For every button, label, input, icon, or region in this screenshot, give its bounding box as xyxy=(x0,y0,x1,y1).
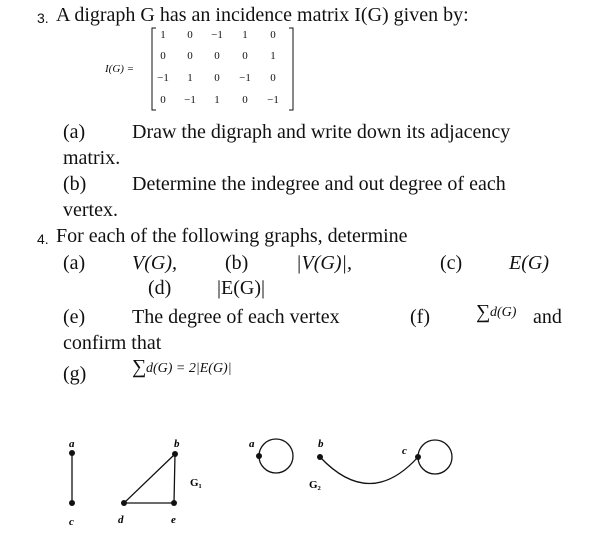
q4-part-f-expression: d(G) xyxy=(490,305,517,320)
vertex-c xyxy=(415,454,421,460)
vertex-label-d: d xyxy=(118,514,124,526)
loop-c xyxy=(418,440,452,474)
matrix-cell: 0 xyxy=(270,72,276,84)
matrix-cell: 1 xyxy=(242,29,248,41)
question-4-number: 4. xyxy=(37,231,49,247)
question-3-number: 3. xyxy=(37,10,49,26)
q4-part-c-text: E(G) xyxy=(509,252,549,274)
q4-part-c-label: (c) xyxy=(440,252,463,274)
vertex-label-c: c xyxy=(69,516,74,528)
matrix-cell: 1 xyxy=(270,50,276,62)
q4-part-d-text: |E(G)| xyxy=(217,277,265,299)
q4-part-a-text: V(G), xyxy=(132,252,177,274)
vertex-label-a: a xyxy=(69,438,75,450)
vertex-c xyxy=(69,500,75,506)
graph-label-g2: G₂ xyxy=(309,479,321,491)
q3-part-b-continuation: vertex. xyxy=(63,199,118,221)
matrix-cell: 0 xyxy=(214,72,220,84)
matrix-cell: −1 xyxy=(184,94,196,106)
question-3-stem: A digraph G has an incidence matrix I(G) given by: xyxy=(56,4,469,26)
q4-part-e-label: (e) xyxy=(63,306,86,328)
q4-part-g-label: (g) xyxy=(63,363,87,385)
graph-label-g1: G₁ xyxy=(190,477,202,489)
q4-part-f-continuation: confirm that xyxy=(63,332,162,354)
matrix-cell: −1 xyxy=(239,72,251,84)
matrix-cell: −1 xyxy=(211,29,223,41)
vertex-b xyxy=(317,454,323,460)
vertex-a xyxy=(256,453,262,459)
matrix-cell: 0 xyxy=(270,29,276,41)
vertex-label-c: c xyxy=(402,445,407,457)
matrix-cell: 1 xyxy=(160,29,166,41)
graphs-figure xyxy=(0,420,589,541)
summation-symbol: ∑ xyxy=(132,356,147,378)
edge-d-b xyxy=(124,454,175,503)
vertex-a xyxy=(69,450,75,456)
summation-symbol: ∑ xyxy=(476,301,491,323)
q3-part-a-label: (a) xyxy=(63,121,86,143)
vertex-label-e: e xyxy=(171,514,176,526)
vertex-label-b: b xyxy=(174,438,180,450)
matrix-cell: 0 xyxy=(187,50,193,62)
matrix-cell: 1 xyxy=(214,94,220,106)
matrix-cell: 0 xyxy=(242,50,248,62)
matrix-label: I(G) = xyxy=(105,63,135,75)
q3-part-a-text: Draw the digraph and write down its adjacency xyxy=(132,121,511,143)
matrix-cell: 1 xyxy=(187,72,193,84)
q4-part-d-label: (d) xyxy=(148,277,172,299)
q4-part-b-text: |V(G)|, xyxy=(296,252,352,274)
incidence-matrix xyxy=(152,29,292,111)
vertex-label-b: b xyxy=(318,438,324,450)
q3-part-b-label: (b) xyxy=(63,173,87,195)
q4-part-f-label: (f) xyxy=(410,306,430,328)
q4-part-f-and: and xyxy=(533,306,562,328)
vertex-e xyxy=(171,500,177,506)
q3-part-a-continuation: matrix. xyxy=(63,147,121,169)
graph-g2 xyxy=(249,438,452,491)
vertex-label-a: a xyxy=(249,438,255,450)
q4-part-b-label: (b) xyxy=(225,252,249,274)
loop-a xyxy=(259,439,293,473)
edge-b-c xyxy=(320,457,418,484)
q3-part-b-text: Determine the indegree and out degree of each xyxy=(132,173,506,195)
matrix-cell: −1 xyxy=(267,94,279,106)
matrix-cell: 0 xyxy=(187,29,193,41)
q4-part-e-text: The degree of each vertex xyxy=(132,306,340,328)
edge-b-e xyxy=(174,454,175,503)
vertex-d xyxy=(121,500,127,506)
graph-g1 xyxy=(69,438,202,528)
q4-part-g-expression: d(G) = 2|E(G)| xyxy=(146,361,232,376)
matrix-cell: 0 xyxy=(242,94,248,106)
q4-part-a-label: (a) xyxy=(63,252,86,274)
question-4-stem: For each of the following graphs, determine xyxy=(56,225,408,247)
matrix-cell: 0 xyxy=(160,94,166,106)
matrix-cell: −1 xyxy=(157,72,169,84)
vertex-b xyxy=(172,451,178,457)
matrix-cell: 0 xyxy=(160,50,166,62)
matrix-cell: 0 xyxy=(214,50,220,62)
